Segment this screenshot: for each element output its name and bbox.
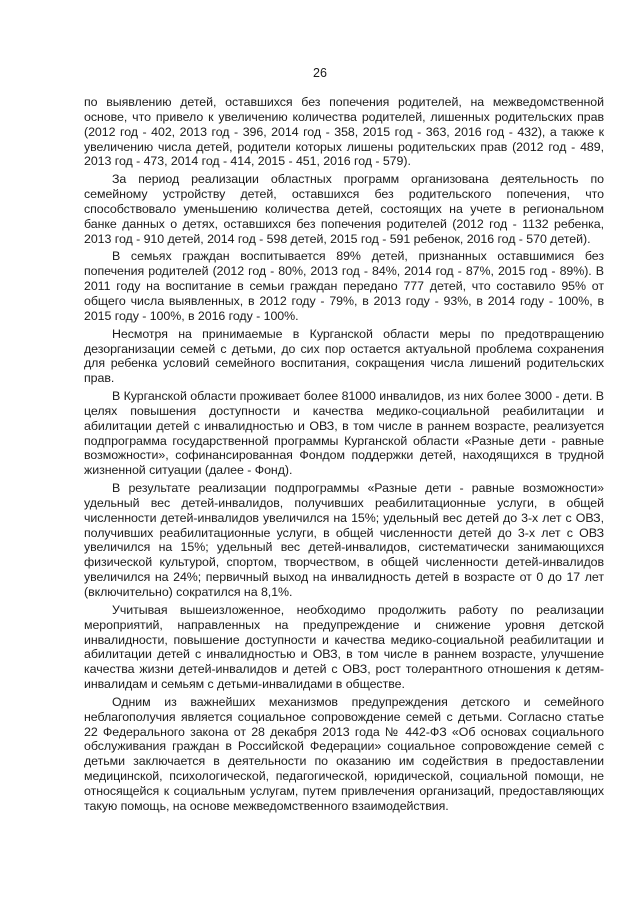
paragraph-7: Учитывая вышеизложенное, необходимо продолжить работу по реализации мероприятий, направленных на предупреждение и снижение уровня детской инвалидности, повышение доступности и качества медико-социальной реабилитации и абилитации детей с инвалидностью и ОВЗ, в том числе в раннем возрасте, улучшение качества жизни детей-инвалидов и детей с ОВЗ, рост толерантного отношения к детям-инвалидам и семьям с детьми-инвалидами в обществе. [84, 602, 604, 692]
paragraph-3: В семьях граждан воспитывается 89% детей, признанных оставшимися без попечения родителей (2012 год - 80%, 2013 год - 84%, 2014 год - 87%, 2015 год - 89%). В 2011 году на воспитание в семьи граждан передано 777 детей, что составило 95% от общего числа выявленных, в 2012 году - 79%, в 2013 году - 93%, в 2014 году - 100%, в 2015 году - 100%, в 2016 году - 100%. [84, 249, 604, 323]
paragraph-5: В Курганской области проживает более 81000 инвалидов, из них более 3000 - дети. В целях повышения доступности и качества медико-социальной реабилитации и абилитации детей с инвалидностью и ОВЗ, в том числе в раннем возрасте, реализуется подпрограмма государственной программы Курганской области «Разные дети - равные возможности», софинансированная Фондом поддержки детей, находящихся в трудной жизненной ситуации (далее - Фонд). [84, 389, 604, 478]
paragraph-4: Несмотря на принимаемые в Курганской области меры по предотвращению дезорганизации семей с детьми, до сих пор остается актуальной проблема сохранения для ребенка условий семейного воспитания, сокращения числа лишений родительских прав. [84, 326, 604, 386]
paragraph-2: За период реализации областных программ организована деятельность по семейному устройству детей, оставшихся без родительского попечения, что способствовало уменьшению количества детей, состоящих на учете в региональном банке данных о детях, оставшихся без попечения родителей (2012 год - 1132 ребенка, 2013 год - 910 детей, 2014 год - 598 детей, 2015 год - 591 ребенок, 2016 год - 570 детей). [84, 172, 604, 246]
paragraph-8: Одним из важнейших механизмов предупреждения детского и семейного неблагополучия является социальное сопровождение семей с детьми. Согласно статье 22 Федерального закона от 28 декабря 2013 года № 442-ФЗ «Об основах социального обслуживания граждан в Российской Федерации» социальное сопровождение семей с детьми заключается в деятельности по оказанию им содействия в предоставлении медицинской, психологической, педагогической, юридической, социальной помощи, не относящейся к социальным услугам, путем привлечения организаций, предоставляющих такую помощь, на основе межведомственного взаимодействия. [84, 694, 604, 813]
paragraph-6: В результате реализации подпрограммы «Разные дети - равные возможности» удельный вес детей-инвалидов, получивших реабилитационные услуги, в общей численности детей-инвалидов увеличился на 15%; удельный вес детей до 3-х лет с ОВЗ, получивших реабилитационные услуги, в общей численности детей до 3-х лет с ОВЗ увеличился на 15%; удельный вес детей-инвалидов, систематически занимающихся физической культурой, спортом, творчеством, в общей численности детей-инвалидов увеличился на 24%; первичный выход на инвалидность детей в возрасте от 0 до 17 лет (включительно) сократился на 8,1%. [84, 481, 604, 599]
paragraph-1: по выявлению детей, оставшихся без попечения родителей, на межведомственной основе, что привело к увеличению количества родителей, лишенных родительских прав (2012 год - 402, 2013 год - 396, 2014 год - 358, 2015 год - 363, 2016 год - 432), а также к увеличению числа детей, родители которых лишены родительских прав (2012 год - 489, 2013 год - 473, 2014 год - 414, 2015 - 451, 2016 год - 579). [84, 95, 604, 169]
page-number: 26 [313, 66, 327, 80]
page-body [84, 95, 604, 814]
